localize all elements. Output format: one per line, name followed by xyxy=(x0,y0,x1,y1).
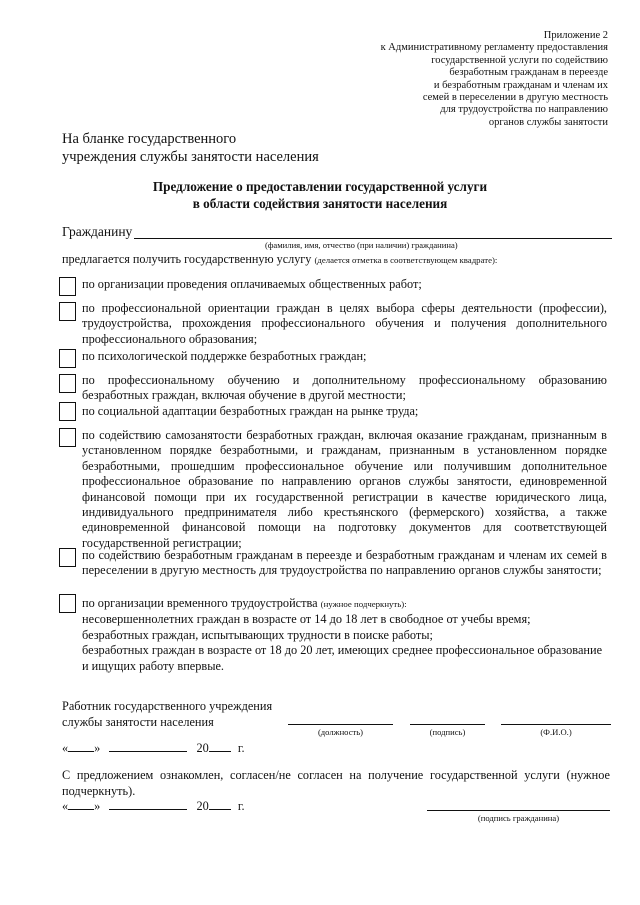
temp-employment-note: (нужное подчеркнуть): xyxy=(320,599,407,609)
employee-label xyxy=(62,698,272,730)
checkbox-vocational-training[interactable] xyxy=(59,374,76,393)
appendix-line: и безработным гражданам и членам их xyxy=(433,79,608,91)
year-suffix: г. xyxy=(237,799,245,813)
checkbox-career-guidance[interactable] xyxy=(59,302,76,321)
item-self-employment: по содействию самозанятости безработных граждан, включая оказание гражданам, признанным в установленном порядке безработными, и гражданам, признанным в установленном порядке безработными, прошедшим профессиональное обучение или получившим дополнительное профессиональное образование по направлению органов службы занятости, единовременной финансовой помощи при их государственной регистрации в качестве юридического лица, индивидуального предпринимателя либо крестьянского (фермерского) хозяйства, а также единовременной финансовой помощи на подготовку документов для соответствующей государственной регистрации; xyxy=(82,428,607,550)
citizen-date xyxy=(62,798,245,814)
temp-employment-text: по организации временного трудоустройства xyxy=(82,596,318,610)
letterhead xyxy=(62,130,319,166)
quote-close: » xyxy=(94,799,101,813)
temp-employment-option[interactable]: безработных граждан в возрасте от 18 до 20 лет, имеющих среднее профессиональное образование и ищущих работу впервые. xyxy=(82,643,603,673)
letterhead-line: На бланке государственного xyxy=(62,131,237,147)
acknowledgement-text: С предложением ознакомлен, согласен/не согласен на получение государственной услуги (нужное подчеркнуть). xyxy=(62,768,610,798)
caption-signature: (подпись) xyxy=(429,727,466,737)
quote-close: » xyxy=(94,741,101,755)
letterhead-line: учреждения службы занятости населения xyxy=(62,149,319,165)
employee-name-field[interactable] xyxy=(501,724,611,725)
appendix-line: органов службы занятости xyxy=(488,116,608,128)
offer-line xyxy=(62,252,497,267)
item-psychological-support: по психологической поддержке безработных граждан; xyxy=(82,349,367,363)
position-field[interactable] xyxy=(288,724,393,725)
employee-label-line: службы занятости населения xyxy=(62,715,214,729)
checkbox-relocation[interactable] xyxy=(59,548,76,567)
checkbox-self-employment[interactable] xyxy=(59,428,76,447)
title-line: Предложение о предоставлении государственной услуги xyxy=(152,179,488,194)
temp-employment-option[interactable]: несовершеннолетних граждан в возрасте от 14 до 18 лет в свободное от учебы время; xyxy=(82,612,531,627)
appendix-header xyxy=(348,30,608,129)
appendix-line: семей в переселении в другую местность xyxy=(422,92,608,104)
day-field[interactable] xyxy=(68,740,94,752)
employee-label-line: Работник государственного учреждения xyxy=(62,699,273,713)
appendix-line: к Административному регламенту предоставления xyxy=(380,42,608,54)
citizen-signature-field[interactable] xyxy=(427,810,610,811)
item-relocation: по содействию безработным гражданам в переезде и безработным гражданам и членам их семей в переселении в другую местность для трудоустройства по направлению органов службы занятости; xyxy=(82,548,607,578)
citizen-label: Гражданину xyxy=(62,224,133,239)
item-public-works: по организации проведения оплачиваемых общественных работ; xyxy=(82,277,422,291)
checkbox-temporary-employment[interactable] xyxy=(59,594,76,613)
century: 20 xyxy=(196,741,209,755)
month-field[interactable] xyxy=(109,740,187,752)
checkbox-public-works[interactable] xyxy=(59,277,76,296)
checkbox-psychological-support[interactable] xyxy=(59,349,76,368)
offer-note: (делается отметка в соответствующем квадрате): xyxy=(314,255,498,265)
item-vocational-training: по профессиональному обучению и дополнительному профессиональному образованию безработных граждан, включая обучение в другой местности; xyxy=(82,373,607,403)
employee-signature-field[interactable] xyxy=(410,724,485,725)
appendix-line: для трудоустройства по направлению xyxy=(440,104,608,116)
offer-text: предлагается получить государственную услугу xyxy=(62,252,312,266)
month-field[interactable] xyxy=(109,798,187,810)
year-suffix: г. xyxy=(237,741,245,755)
appendix-line: Приложение 2 xyxy=(543,30,608,41)
caption-position: (должность) xyxy=(317,727,364,737)
item-career-guidance: по профессиональной ориентации граждан в целях выбора сферы деятельности (профессии), трудоустройства, прохождения профессионального обучения и получения дополнительного профессионального образования; xyxy=(82,301,607,346)
year-field[interactable] xyxy=(209,798,231,810)
century: 20 xyxy=(196,799,209,813)
employee-date xyxy=(62,740,245,756)
item-social-adaptation: по социальной адаптации безработных граждан на рынке труда; xyxy=(82,404,419,418)
title-line: в области содействия занятости населения xyxy=(192,196,448,211)
day-field[interactable] xyxy=(68,798,94,810)
quote-open: « xyxy=(62,741,69,755)
caption-name: (Ф.И.О.) xyxy=(540,727,572,737)
appendix-line: безработным гражданам в переезде xyxy=(449,67,608,79)
temp-employment-option[interactable]: безработных граждан, испытывающих трудности в поиске работы; xyxy=(82,627,433,642)
citizen-name-field[interactable] xyxy=(134,238,612,239)
citizen-caption: (фамилия, имя, отчество (при наличии) гражданина) xyxy=(265,240,458,250)
appendix-line: государственной услуги по содействию xyxy=(431,54,608,66)
caption-citizen-signature: (подпись гражданина) xyxy=(477,813,560,823)
checkbox-social-adaptation[interactable] xyxy=(59,402,76,421)
item-temporary-employment xyxy=(82,596,607,674)
year-field[interactable] xyxy=(209,740,231,752)
document-title xyxy=(0,178,640,212)
quote-open: « xyxy=(62,799,69,813)
